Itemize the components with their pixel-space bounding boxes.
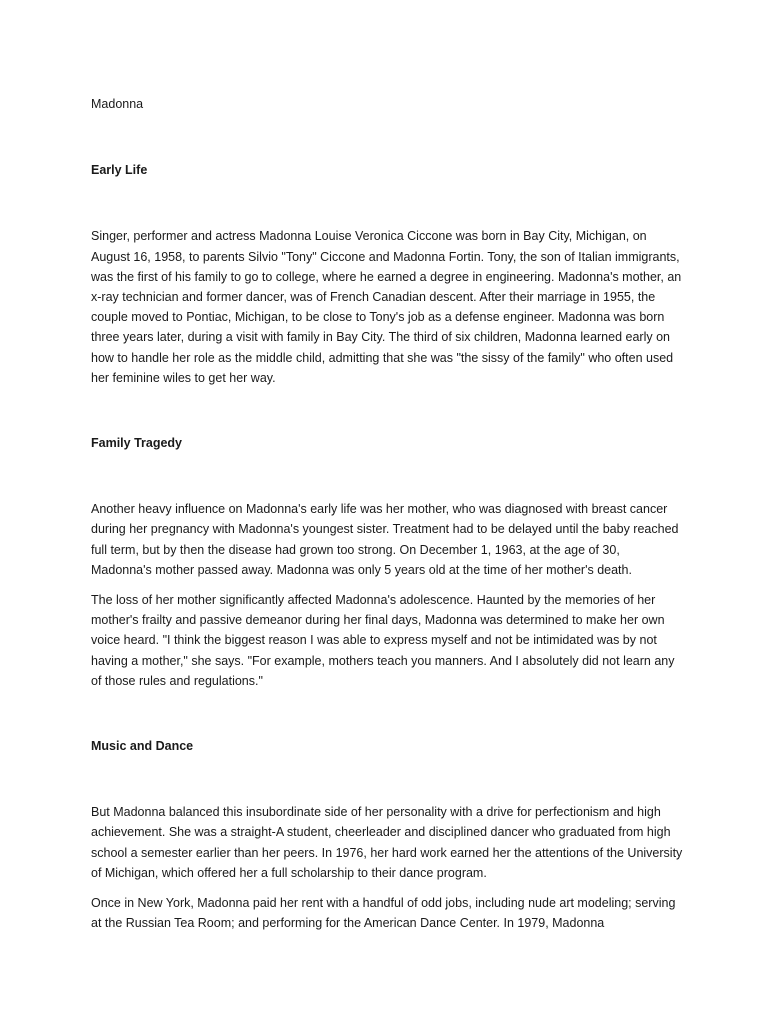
paragraph: Another heavy influence on Madonna's early life was her mother, who was diagnosed with breast cancer during her pregnancy with Madonna's youngest sister. Treatment had to be delayed until the baby reached full term, but by then the disease had grown too strong. On December 1, 1963, at the age of 30, Madonna's mother passed away. Madonna was only 5 years old at the time of her mother's death. bbox=[91, 502, 679, 577]
document-title: Madonna bbox=[91, 97, 144, 111]
paragraph: But Madonna balanced this insubordinate side of her personality with a drive for perfectionism and high achievement. She was a straight-A student, cheerleader and disciplined dancer who graduated from high school a semester earlier than her peers. In 1976, her hard work earned her the attentions of the University of Michigan, which offered her a full scholarship to their dance program. bbox=[91, 805, 683, 880]
section-spacer bbox=[91, 701, 691, 736]
section-spacer bbox=[91, 398, 691, 433]
section-heading-early-life: Early Life bbox=[91, 163, 148, 178]
paragraph: The loss of her mother significantly affected Madonna's adolescence. Haunted by the memories of her mother's frailty and passive demeanor during her final days, Madonna was determined to make her own voice heard. "I think the biggest reason I was able to express myself and not be intimidated was by not having a mother," she says. "For example, mothers teach you manners. And I absolutely did not learn any of those rules and regulations." bbox=[91, 593, 675, 688]
section-heading-music-and-dance: Music and Dance bbox=[91, 739, 194, 754]
paragraph: Once in New York, Madonna paid her rent with a handful of odd jobs, including nude art modeling; serving at the Russian Tea Room; and performing for the American Dance Center. In 1979, Madonna bbox=[91, 896, 676, 931]
document-body bbox=[91, 94, 691, 943]
section-heading-family-tragedy: Family Tragedy bbox=[91, 436, 183, 451]
paragraph: Singer, performer and actress Madonna Louise Veronica Ciccone was born in Bay City, Michigan, on August 16, 1958, to parents Silvio "Tony" Ciccone and Madonna Fortin. Tony, the son of Italian immigrants, was the first of his family to go to college, where he earned a degree in engineering. Madonna's mother, an x-ray technician and former dancer, was of French Canadian descent. After their marriage in 1955, the couple moved to Pontiac, Michigan, to be close to Tony's job as a defense engineer. Madonna was born three years later, during a visit with family in Bay City. The third of six children, Madonna learned early on how to handle her role as the middle child, admitting that she was "the sissy of the family" who often used her feminine wiles to get her way. bbox=[91, 229, 682, 385]
